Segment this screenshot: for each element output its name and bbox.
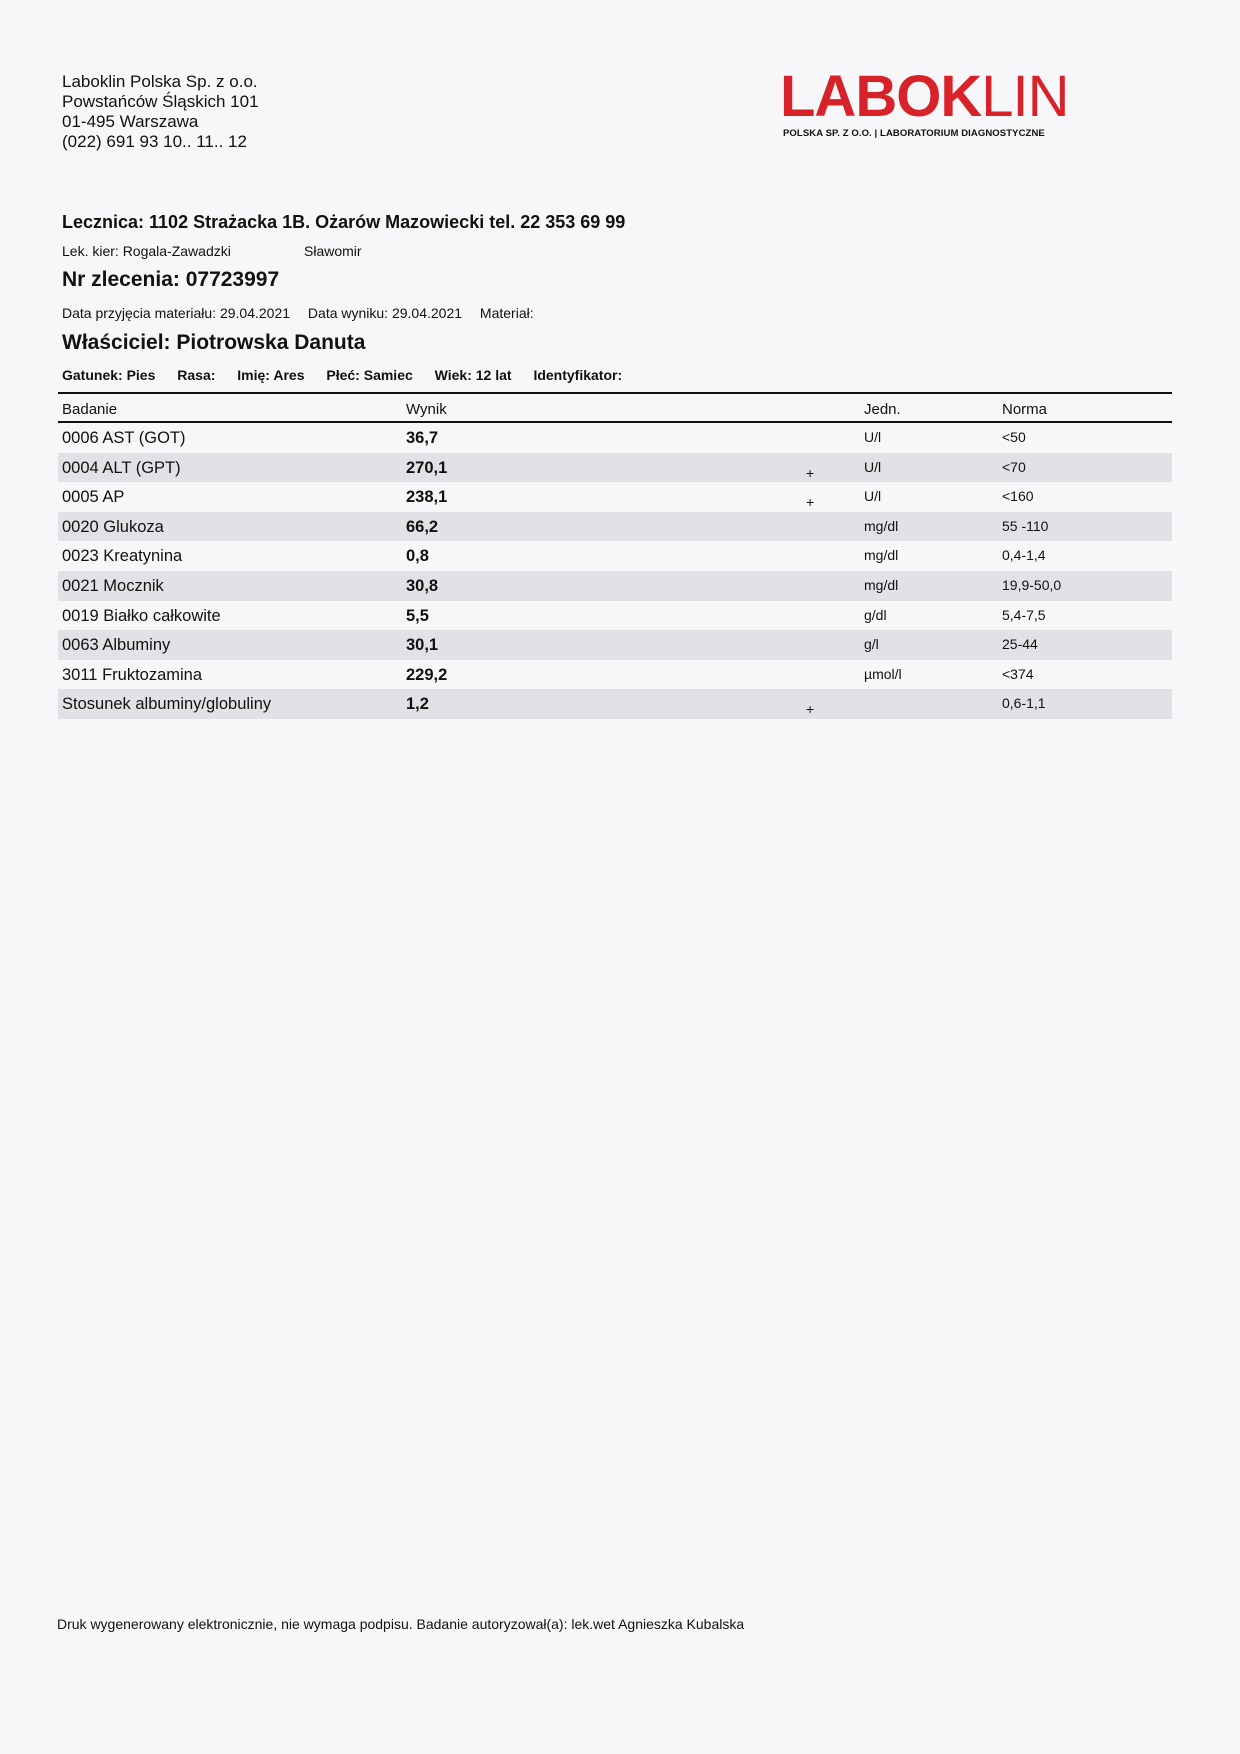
table-row xyxy=(58,512,1172,542)
cell-result: 238,1 xyxy=(406,488,448,507)
cell-test: 0023 Kreatynina xyxy=(62,547,183,566)
cell-unit: U/l xyxy=(864,488,882,505)
table-row xyxy=(58,541,1172,571)
cell-unit: mg/dl xyxy=(864,517,899,534)
cell-unit: mg/dl xyxy=(864,547,899,564)
lab-city: 01-495 Warszawa xyxy=(62,112,199,131)
laboklin-logo xyxy=(780,64,1100,139)
logo-text-bold: LABOK xyxy=(780,64,982,129)
cell-result: 0,8 xyxy=(406,547,429,566)
cell-norm: 0,4-1,4 xyxy=(1002,547,1046,564)
cell-test: 0063 Albuminy xyxy=(62,636,171,655)
cell-test: 0005 AP xyxy=(62,488,125,507)
lab-name: Laboklin Polska Sp. z o.o. xyxy=(62,72,258,91)
header-test: Badanie xyxy=(62,401,118,418)
owner-name: Właściciel: Piotrowska Danuta xyxy=(62,331,366,354)
animal-sex: Płeć: Samiec xyxy=(326,367,413,383)
order-number: Nr zlecenia: 07723997 xyxy=(62,268,280,291)
cell-test: 0006 AST (GOT) xyxy=(62,429,186,447)
animal-species: Gatunek: Pies xyxy=(62,367,156,383)
doctor-name: Lek. kier: Rogala-Zawadzki xyxy=(62,243,231,259)
cell-norm: <374 xyxy=(1002,665,1034,682)
table-row xyxy=(58,453,1172,483)
cell-unit: U/l xyxy=(864,429,882,445)
animal-age: Wiek: 12 lat xyxy=(434,367,512,383)
cell-norm: 5,4-7,5 xyxy=(1002,606,1046,623)
doctor-first-name: Sławomir xyxy=(304,243,362,259)
cell-unit: µmol/l xyxy=(864,665,902,682)
table-row xyxy=(58,571,1172,601)
cell-result: 30,8 xyxy=(406,576,439,595)
cell-unit: mg/dl xyxy=(864,576,899,593)
table-row xyxy=(58,482,1172,512)
cell-norm: <70 xyxy=(1002,458,1026,475)
cell-norm: <160 xyxy=(1002,488,1034,505)
logo-wordmark xyxy=(780,64,1100,129)
cell-result: 66,2 xyxy=(406,517,439,536)
cell-result: 5,5 xyxy=(406,606,429,625)
dates-line xyxy=(62,305,548,321)
table-body xyxy=(58,423,1172,719)
cell-result: 270,1 xyxy=(406,458,448,477)
cell-test: 0004 ALT (GPT) xyxy=(62,458,181,477)
cell-result: 36,7 xyxy=(406,429,439,447)
table-row xyxy=(58,423,1172,453)
date-result: Data wyniku: 29.04.2021 xyxy=(307,305,463,321)
cell-test: 3011 Fruktozamina xyxy=(62,665,203,684)
table-row xyxy=(58,601,1172,631)
logo-subtitle: POLSKA SP. Z O.O. | LABORATORIUM DIAGNOSTYCZNE xyxy=(783,128,1045,139)
clinic-info: Lecznica: 1102 Strażacka 1B. Ożarów Mazowiecki tel. 22 353 69 99 xyxy=(62,212,626,232)
cell-result: 30,1 xyxy=(406,636,439,655)
material-label: Materiał: xyxy=(479,305,534,321)
table-header xyxy=(58,394,1172,421)
logo-text-light: LIN xyxy=(981,64,1069,129)
header-norm: Norma xyxy=(1002,401,1048,418)
animal-info xyxy=(62,367,640,383)
animal-breed: Rasa: xyxy=(177,367,216,383)
cell-norm: 55 -110 xyxy=(1002,517,1049,534)
cell-norm: <50 xyxy=(1002,429,1026,445)
cell-test: 0020 Glukoza xyxy=(62,517,164,536)
cell-unit: g/l xyxy=(864,636,879,653)
cell-flag: + xyxy=(806,701,815,718)
cell-flag: + xyxy=(806,464,815,481)
cell-unit: U/l xyxy=(864,458,882,475)
cell-unit: g/dl xyxy=(864,606,887,623)
cell-norm: 0,6-1,1 xyxy=(1002,695,1046,712)
lab-street: Powstańców Śląskich 101 xyxy=(62,92,259,111)
cell-test: 0019 Białko całkowite xyxy=(62,606,221,625)
results-table xyxy=(58,392,1172,719)
cell-flag: + xyxy=(806,494,815,511)
footer-note: Druk wygenerowany elektronicznie, nie wymaga podpisu. Badanie autoryzował(a): lek.wet Agnieszka Kubalska xyxy=(57,1616,745,1632)
cell-norm: 19,9-50,0 xyxy=(1002,576,1062,593)
table-row xyxy=(58,660,1172,690)
animal-id: Identyfikator: xyxy=(533,367,623,383)
lab-address xyxy=(62,72,259,152)
header-result: Wynik xyxy=(406,401,447,418)
cell-result: 229,2 xyxy=(406,665,448,684)
lab-phone: (022) 691 93 10.. 11.. 12 xyxy=(62,132,247,151)
doctor-info xyxy=(62,243,362,259)
cell-test: 0021 Mocznik xyxy=(62,576,164,595)
cell-test: Stosunek albuminy/globuliny xyxy=(62,695,272,714)
cell-result: 1,2 xyxy=(406,695,429,714)
header-unit: Jedn. xyxy=(864,401,901,418)
animal-name: Imię: Ares xyxy=(237,367,305,383)
table-row xyxy=(58,630,1172,660)
table-row xyxy=(58,689,1172,719)
cell-norm: 25-44 xyxy=(1002,636,1038,653)
date-received: Data przyjęcia materiału: 29.04.2021 xyxy=(62,305,291,321)
